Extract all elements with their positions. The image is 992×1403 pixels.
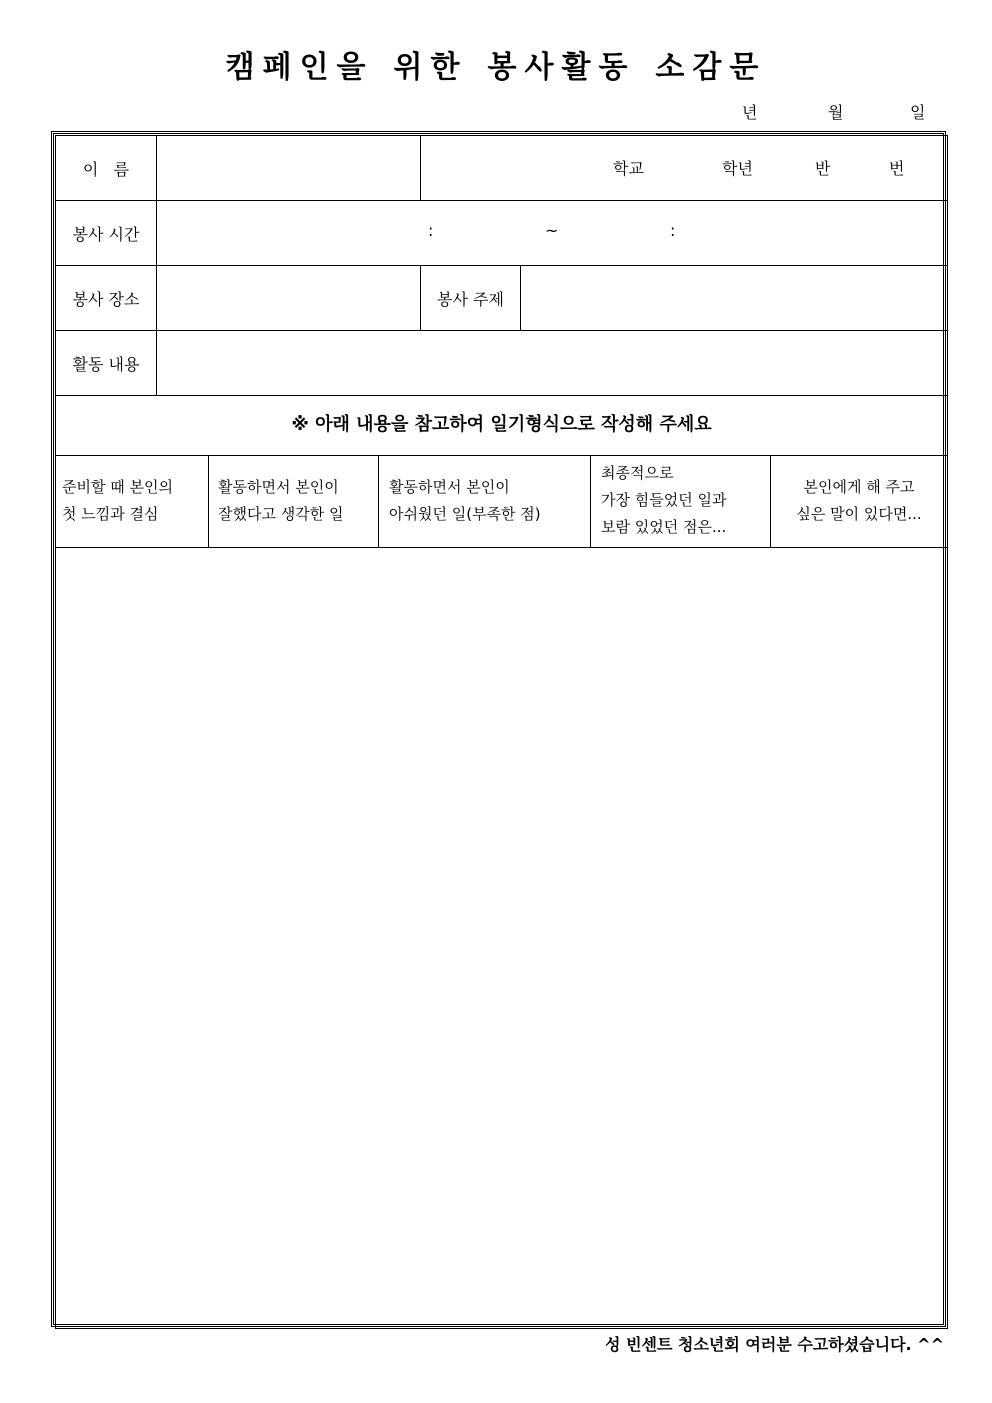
page-title: 캠페인을 위한 봉사활동 소감문 (225, 50, 767, 85)
guide-divider (378, 455, 379, 547)
row-divider (55, 455, 948, 456)
instruction-notice: ※ 아래 내용을 참고하여 일기형식으로 작성해 주세요 (291, 414, 712, 435)
place-label: 봉사 장소 (72, 289, 140, 309)
guide-prompt-2: 활동하면서 본인이 잘했다고 생각한 일 (218, 478, 344, 523)
topic-field[interactable] (521, 266, 947, 330)
guide-prompt-5: 본인에게 해 주고 싶은 말이 있다면... (796, 478, 922, 523)
time-tilde: ~ (545, 221, 559, 240)
date-day: 일 (910, 103, 926, 122)
class-label: 반 (815, 159, 831, 178)
activity-field[interactable] (157, 331, 947, 395)
number-label: 번 (889, 159, 905, 178)
guide-divider (208, 455, 209, 547)
topic-label: 봉사 주제 (437, 289, 504, 309)
date-month: 월 (828, 103, 844, 122)
guide-divider (590, 455, 591, 547)
guide-prompt-4: 최종적으로 가장 힘들었던 일과 보람 있었던 점은... (601, 464, 727, 536)
time-label: 봉사 시간 (72, 224, 140, 244)
time-colon-start: : (428, 221, 434, 240)
grade-label: 학년 (722, 159, 753, 178)
guide-divider (770, 455, 771, 547)
time-colon-end: : (670, 221, 676, 240)
footer-message: 성 빈센트 청소년회 여러분 수고하셨습니다. ^^ (605, 1335, 944, 1354)
essay-writing-area[interactable] (56, 548, 947, 1328)
row-divider (55, 395, 948, 396)
school-label: 학교 (613, 159, 644, 178)
guide-prompt-1: 준비할 때 본인의 첫 느낌과 결심 (62, 478, 173, 523)
name-label: 이 름 (82, 159, 130, 179)
guide-prompt-3: 활동하면서 본인이 아쉬웠던 일(부족한 점) (389, 478, 541, 523)
place-field[interactable] (157, 266, 420, 330)
date-year: 년 (742, 103, 758, 122)
name-field[interactable] (157, 136, 420, 200)
activity-label: 활동 내용 (72, 354, 140, 374)
school-field[interactable] (421, 136, 947, 200)
